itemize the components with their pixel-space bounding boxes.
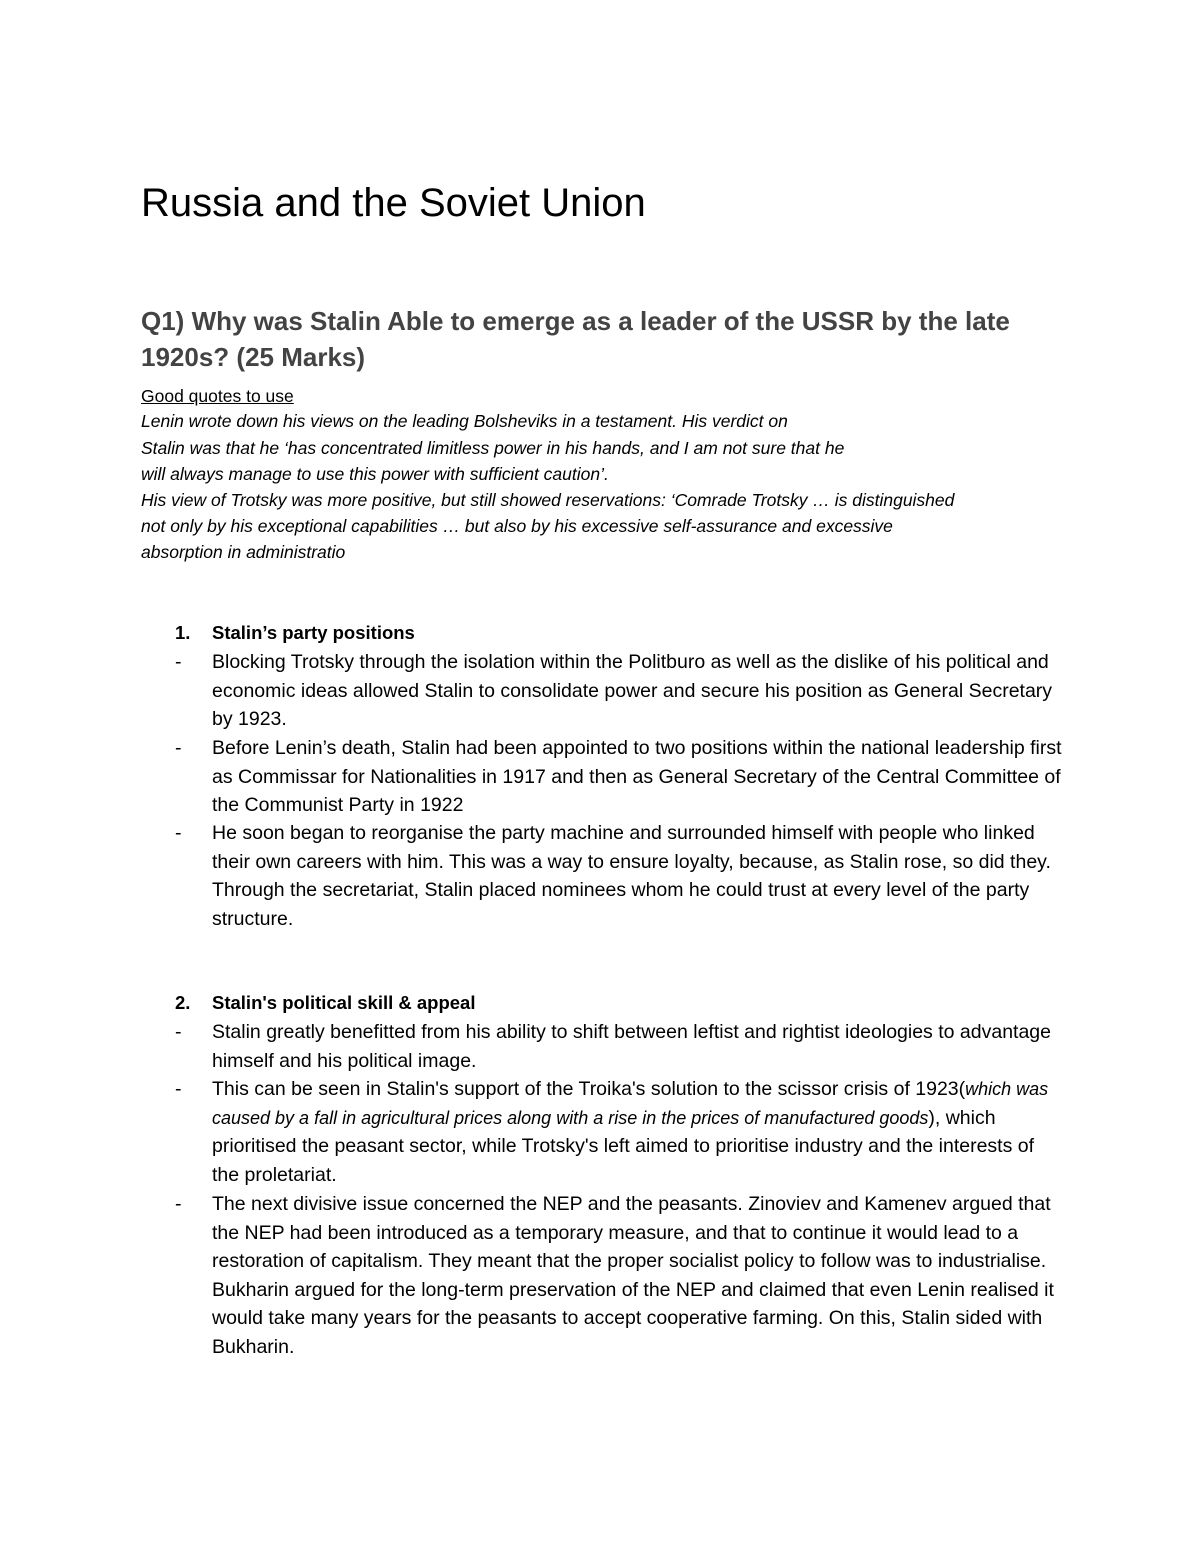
quote-line: His view of Trotsky was more positive, but still showed reservations: ‘Comrade Trotsky … is distinguished (141, 490, 955, 510)
bullet-dash: - (175, 1021, 182, 1043)
bullet-dash: - (175, 737, 182, 759)
list-item-text: He soon began to reorganise the party machine and surrounded himself with people who linked their own careers with him. This was a way to ensure loyalty, because, as Stalin rose, so did they. Through the secretariat, Stalin placed nominees whom he could trust at every level of the party structure. (212, 822, 1051, 930)
section-title: Stalin’s party positions (212, 622, 415, 643)
list-item (175, 734, 1065, 820)
text-run: ), which prioritised the peasant sector, while Trotsky's left aimed to prioritise industry and the interests of the proletariat. (212, 1106, 1035, 1186)
quote-line: will always manage to use this power with sufficient caution’. (141, 464, 609, 484)
bullet-dash: - (175, 1193, 182, 1215)
quote-line: not only by his exceptional capabilities … but also by his excessive self-assurance and excessive (141, 516, 893, 536)
list-item (175, 1075, 1065, 1189)
list-item (175, 1190, 1065, 1362)
list-item (175, 648, 1065, 734)
list-item (175, 1018, 1065, 1075)
section-title: Stalin's political skill & appeal (212, 992, 476, 1013)
list-item (175, 819, 1065, 933)
text-run: This can be seen in Stalin's support of the Troika's solution to the scissor crisis of 1923( (212, 1078, 966, 1100)
bullet-dash: - (175, 651, 182, 673)
section-heading-party-positions (175, 622, 415, 644)
quote-line: Stalin was that he ‘has concentrated limitless power in his hands, and I am not sure that he (141, 438, 845, 458)
quotes-heading: Good quotes to use (141, 386, 294, 406)
section-number: 2. (175, 992, 191, 1013)
bullet-dash: - (175, 1078, 182, 1100)
question-heading: Q1) Why was Stalin Able to emerge as a leader of the USSR by the late 1920s? (25 Marks) (141, 306, 1010, 372)
quote-line: Lenin wrote down his views on the leading Bolsheviks in a testament. His verdict on (141, 411, 788, 431)
bullet-dash: - (175, 822, 182, 844)
section-heading-political-skill (175, 992, 475, 1014)
document-title: Russia and the Soviet Union (141, 181, 646, 225)
section-number: 1. (175, 622, 191, 643)
italic-text-run: which was caused by a fall in agricultural prices along with a rise in the prices of manufactured goods (212, 1079, 1049, 1128)
list-item-text: The next divisive issue concerned the NEP and the peasants. Zinoviev and Kamenev argued that the NEP had been introduced as a temporary measure, and that to continue it would lead to a restoration of capitalism. They meant that the proper socialist policy to follow was to industrialise. Bukharin argued for the long-term preservation of the NEP and claimed that even Lenin realised it would take many years for the peasants to accept cooperative farming. On this, Stalin sided with Bukharin. (212, 1193, 1054, 1358)
list-item-text: Stalin greatly benefitted from his ability to shift between leftist and rightist ideologies to advantage himself and his political image. (212, 1021, 1051, 1072)
list-item-text (212, 1075, 1065, 1189)
quote-line: absorption in administratio (141, 542, 346, 562)
list-item-text: Before Lenin’s death, Stalin had been appointed to two positions within the national leadership first as Commissar for Nationalities in 1917 and then as General Secretary of the Central Committee of the Communist Party in 1922 (212, 737, 1062, 817)
list-item-text: Blocking Trotsky through the isolation within the Politburo as well as the dislike of his political and economic ideas allowed Stalin to consolidate power and secure his position as General Secretary by 1923. (212, 651, 1053, 731)
